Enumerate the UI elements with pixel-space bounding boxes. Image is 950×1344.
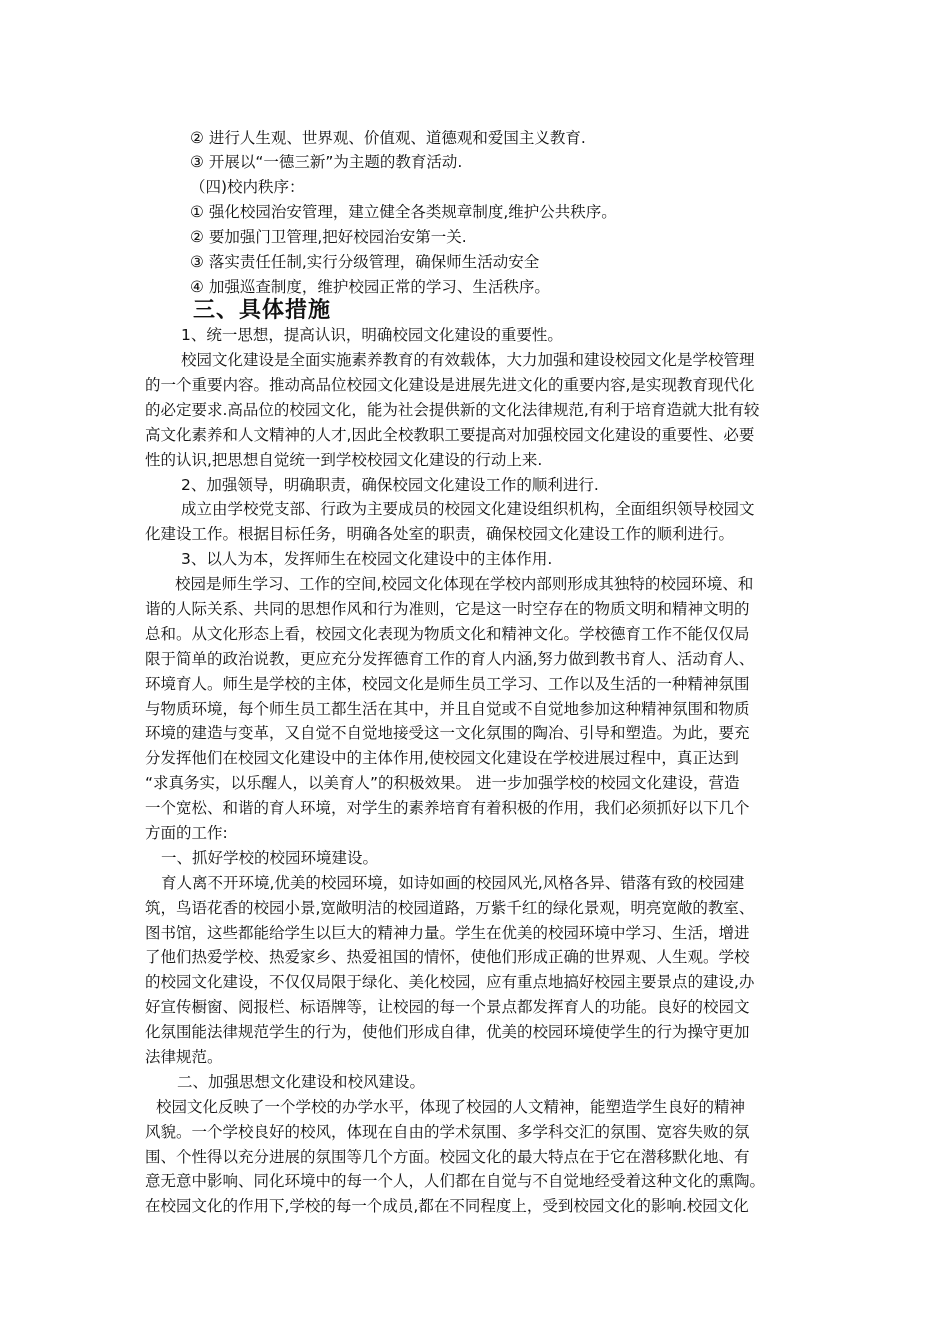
paragraph-line: 2、加强领导，明确职责，确保校园文化建设工作的顺利进行. (181, 476, 599, 494)
paragraph-line: 围、个性得以充分进展的氛围等几个方面。校园文化的最大特点在于它在潜移默化地、有 (145, 1148, 750, 1166)
list-item: ② 要加强门卫管理,把好校园治安第一关. (190, 228, 467, 246)
paragraph-line: 图书馆，这些都能给学生以巨大的精神力量。学生在优美的校园环境中学习、生活，增进 (145, 924, 750, 942)
paragraph-line: 了他们热爱学校、热爱家乡、热爱祖国的情怀，使他们形成正确的世界观、人生观。学校 (145, 948, 750, 966)
paragraph-line: 校园文化建设是全面实施素养教育的有效载体，大力加强和建设校园文化是学校管理 (181, 351, 755, 369)
paragraph-line: 3、以人为本，发挥师生在校园文化建设中的主体作用. (181, 550, 553, 568)
list-item: ④ 加强巡查制度，维护校园正常的学习、生活秩序。 (190, 278, 550, 296)
paragraph-line: “求真务实，以乐醒人，以美育人”的积极效果。 进一步加强学校的校园文化建设，营造 (145, 774, 740, 792)
subsection-heading: （四)校内秩序： (190, 178, 305, 196)
paragraph-line: 1、统一思想，提高认识，明确校园文化建设的重要性。 (181, 326, 563, 344)
paragraph-heading: 二、加强思想文化建设和校风建设。 (177, 1073, 426, 1091)
paragraph-line: 意无意中影响、同化环境中的每一个人，人们都在自觉与不自觉地经受着这种文化的熏陶。 (145, 1172, 766, 1190)
paragraph-line: 在校园文化的作用下,学校的每一个成员,都在不同程度上，受到校园文化的影响.校园文化 (145, 1197, 749, 1215)
paragraph-line: 分发挥他们在校园文化建设中的主体作用,使校园文化建设在学校进展过程中，真正达到 (145, 749, 739, 767)
list-item: ③ 落实责任任制,实行分级管理，确保师生活动安全 (190, 253, 540, 271)
section-heading: 三、具体措施 (193, 298, 332, 323)
paragraph-line: 的一个重要内容。推动高品位校园文化建设是进展先进文化的重要内容,是实现教育现代化 (145, 376, 755, 394)
paragraph-line: 校园是师生学习、工作的空间,校园文化体现在学校内部则形成其独特的校园环境、和 (175, 575, 754, 593)
list-item: ③ 开展以“一德三新”为主题的教育活动. (190, 153, 463, 171)
paragraph-line: 与物质环境，每个师生员工都生活在其中，并且自觉或不自觉地参加这种精神氛围和物质 (145, 700, 750, 718)
paragraph-line: 性的认识,把思想自觉统一到学校校园文化建设的行动上来. (145, 451, 543, 469)
list-item: ② 进行人生观、世界观、价值观、道德观和爱国主义教育. (190, 129, 586, 147)
paragraph-line: 筑，鸟语花香的校园小景,宽敞明洁的校园道路，万紫千红的绿化景观，明亮宽敞的教室、 (145, 899, 755, 917)
paragraph-line: 的校园文化建设，不仅仅局限于绿化、美化校园，应有重点地搞好校园主要景点的建设,办 (145, 973, 755, 991)
paragraph-line: 成立由学校党支部、行政为主要成员的校园文化建设组织机构，全面组织领导校园文 (181, 500, 755, 518)
list-item: ① 强化校园治安管理，建立健全各类规章制度,维护公共秩序。 (190, 203, 617, 221)
paragraph-line: 好宣传橱窗、阅报栏、标语牌等，让校园的每一个景点都发挥育人的功能。良好的校园文 (145, 998, 750, 1016)
paragraph-heading: 一、抓好学校的校园环境建设。 (161, 849, 379, 867)
paragraph-line: 校园文化反映了一个学校的办学水平，体现了校园的人文精神，能塑造学生良好的精神 (156, 1098, 746, 1116)
paragraph-line: 化氛围能法律规范学生的行为，使他们形成自律，优美的校园环境使学生的行为操守更加 (145, 1023, 750, 1041)
paragraph-line: 谐的人际关系、共同的思想作风和行为准则，它是这一时空存在的物质文明和精神文明的 (145, 600, 750, 618)
paragraph-line: 环境的建造与变革，又自觉不自觉地接受这一文化氛围的陶冶、引导和塑造。为此，要充 (145, 724, 750, 742)
paragraph-line: 一个宽松、和谐的育人环境，对学生的素养培育有着积极的作用，我们必须抓好以下几个 (145, 799, 750, 817)
paragraph-line: 风貌。一个学校良好的校风，体现在自由的学术氛围、多学科交汇的氛围、宽容失败的氛 (145, 1123, 750, 1141)
paragraph-line: 限于简单的政治说教，更应充分发挥德育工作的育人内涵,努力做到教书育人、活动育人、 (145, 650, 755, 668)
paragraph-line: 的必定要求.高品位的校园文化，能为社会提供新的文化法律规范,有利于培育造就大批有较 (145, 401, 760, 419)
paragraph-line: 总和。从文化形态上看，校园文化表现为物质文化和精神文化。学校德育工作不能仅仅局 (145, 625, 750, 643)
paragraph-line: 化建设工作。根据目标任务，明确各处室的职责，确保校园文化建设工作的顺利进行。 (145, 525, 735, 543)
paragraph-line: 法律规范。 (145, 1048, 223, 1066)
paragraph-line: 育人离不开环境,优美的校园环境，如诗如画的校园风光,风格各异、错落有致的校园建 (161, 874, 745, 892)
paragraph-line: 环境育人。师生是学校的主体，校园文化是师生员工学习、工作以及生活的一种精神氛围 (145, 675, 750, 693)
paragraph-line: 方面的工作: (145, 824, 228, 842)
paragraph-line: 高文化素养和人文精神的人才,因此全校教职工要提高对加强校园文化建设的重要性、必要 (145, 426, 755, 444)
